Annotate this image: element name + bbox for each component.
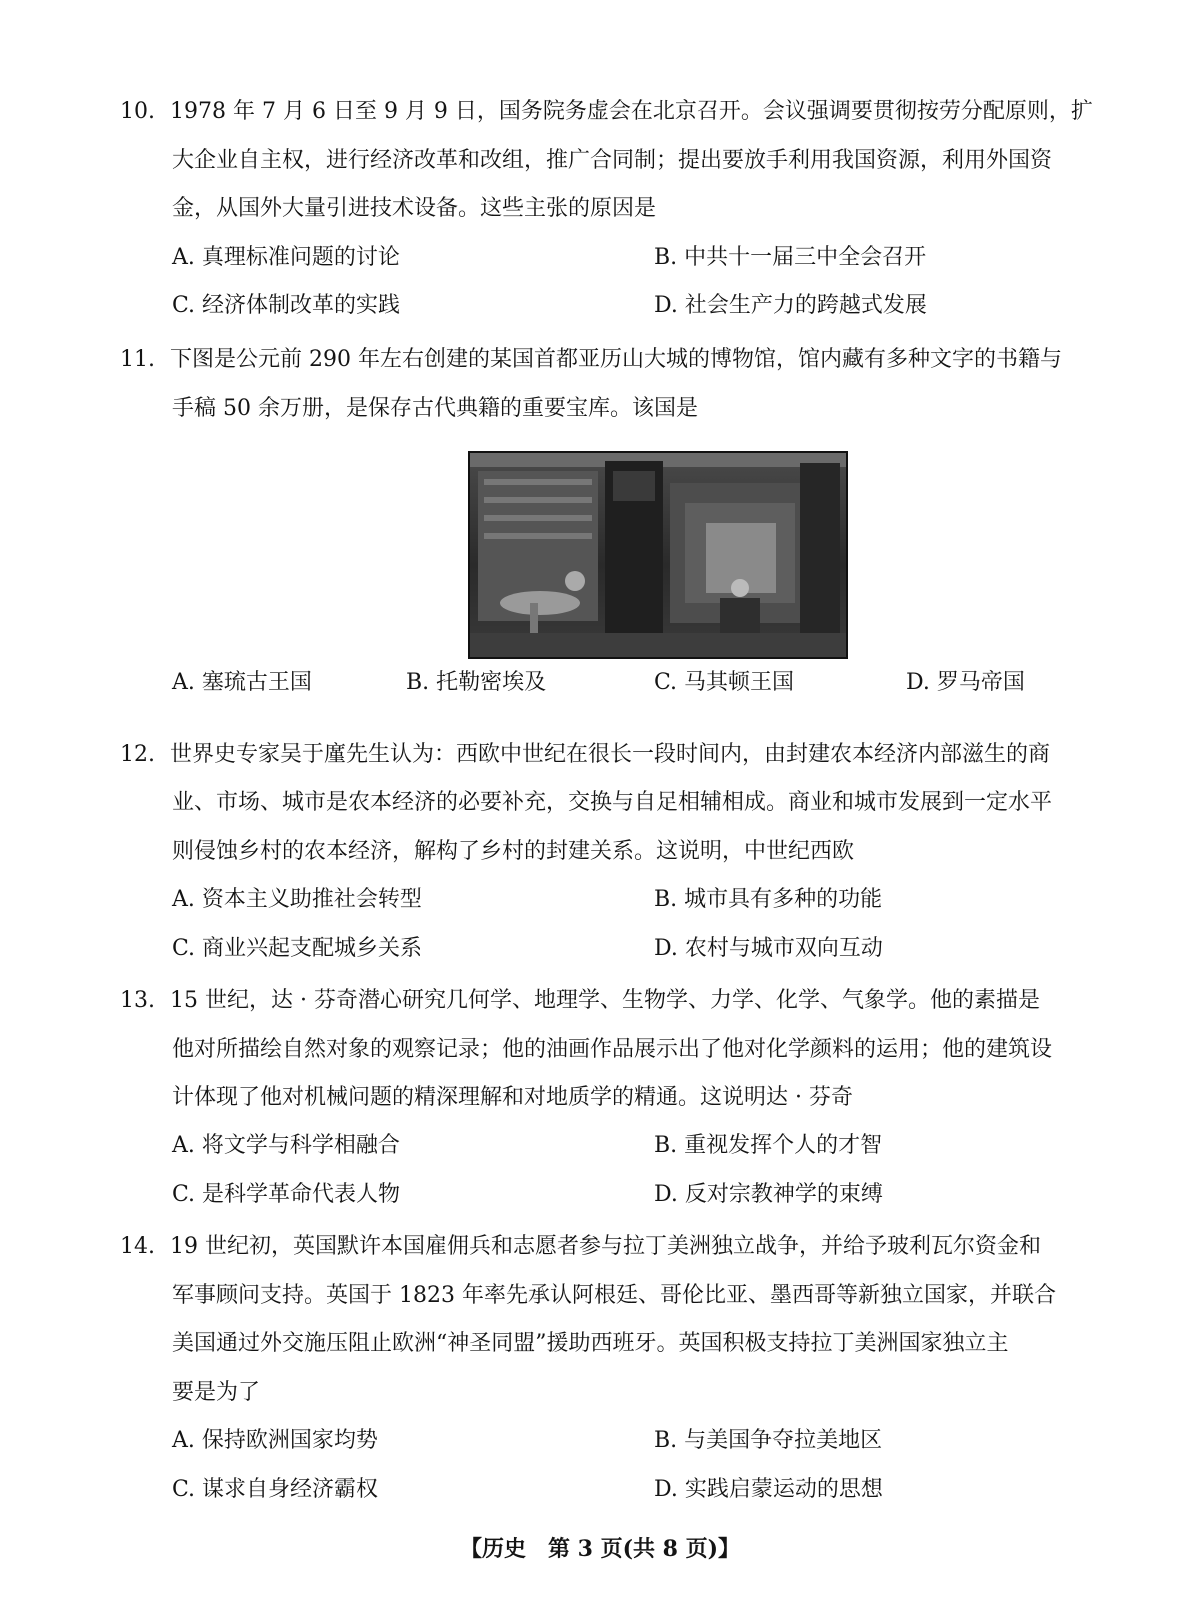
- question-text-line: 下图是公元前 290 年左右创建的某国首都亚历山大城的博物馆，馆内藏有多种文字的书籍与: [170, 347, 1062, 372]
- option-a[interactable]: A. 真理标准问题的讨论: [172, 245, 400, 270]
- option-c[interactable]: C. 马其顿王国: [654, 670, 795, 695]
- option-c[interactable]: C. 商业兴起支配城乡关系: [172, 936, 423, 961]
- question-text-line: 19 世纪初，英国默许本国雇佣兵和志愿者参与拉丁美洲独立战争，并给予玻利瓦尔资金和: [170, 1234, 1041, 1259]
- option-b[interactable]: B. 与美国争夺拉美地区: [654, 1428, 883, 1453]
- question-text-line: 军事顾问支持。英国于 1823 年率先承认阿根廷、哥伦比亚、墨西哥等新独立国家，并联合: [172, 1283, 1056, 1308]
- option-a[interactable]: A. 将文学与科学相融合: [172, 1133, 400, 1158]
- question-text-line: 美国通过外交施压阻止欧洲“神圣同盟”援助西班牙。英国积极支持拉丁美洲国家独立主: [172, 1331, 1009, 1356]
- option-a[interactable]: A. 塞琉古王国: [172, 670, 312, 695]
- option-b[interactable]: B. 托勒密埃及: [406, 670, 547, 695]
- question-text-line: 15 世纪，达 · 芬奇潜心研究几何学、地理学、生物学、力学、化学、气象学。他的素描是: [170, 988, 1040, 1013]
- option-c[interactable]: C. 是科学革命代表人物: [172, 1182, 401, 1207]
- question-text-line: 大企业自主权，进行经济改革和改组，推广合同制；提出要放手利用我国资源，利用外国资: [172, 148, 1053, 173]
- option-c[interactable]: C. 谋求自身经济霸权: [172, 1477, 379, 1502]
- option-d[interactable]: D. 社会生产力的跨越式发展: [654, 293, 927, 318]
- option-b[interactable]: B. 重视发挥个人的才智: [654, 1133, 883, 1158]
- question-number: 13.: [120, 988, 155, 1013]
- option-a[interactable]: A. 保持欧洲国家均势: [172, 1428, 378, 1453]
- question-text-line: 计体现了他对机械问题的精深理解和对地质学的精通。这说明达 · 芬奇: [172, 1085, 853, 1110]
- question-number: 11.: [120, 347, 155, 372]
- option-c[interactable]: C. 经济体制改革的实践: [172, 293, 401, 318]
- question-text-line: 手稿 50 余万册，是保存古代典籍的重要宝库。该国是: [172, 396, 698, 421]
- question-text-line: 则侵蚀乡村的农本经济，解构了乡村的封建关系。这说明，中世纪西欧: [172, 839, 855, 864]
- option-b[interactable]: B. 城市具有多种的功能: [654, 887, 883, 912]
- question-text-line: 金，从国外大量引进技术设备。这些主张的原因是: [172, 196, 657, 221]
- option-d[interactable]: D. 罗马帝国: [906, 670, 1025, 695]
- option-d[interactable]: D. 反对宗教神学的束缚: [654, 1182, 883, 1207]
- question-text-line: 他对所描绘自然对象的观察记录；他的油画作品展示出了他对化学颜料的运用；他的建筑设: [172, 1037, 1053, 1062]
- question-number: 10.: [120, 99, 155, 124]
- option-a[interactable]: A. 资本主义助推社会转型: [172, 887, 422, 912]
- question-text-line: 世界史专家吴于廑先生认为：西欧中世纪在很长一段时间内，由封建农本经济内部滋生的商: [170, 742, 1051, 767]
- question-text-line: 要是为了: [172, 1380, 261, 1405]
- question-number: 14.: [120, 1234, 155, 1259]
- question-text-line: 1978 年 7 月 6 日至 9 月 9 日，国务院务虚会在北京召开。会议强调要贯彻按劳分配原则，扩: [170, 99, 1093, 124]
- page-footer: 【历史 第 3 页(共 8 页)】: [459, 1536, 741, 1562]
- museum-photo: [468, 451, 848, 659]
- option-d[interactable]: D. 农村与城市双向互动: [654, 936, 883, 961]
- question-number: 12.: [120, 742, 155, 767]
- option-d[interactable]: D. 实践启蒙运动的思想: [654, 1477, 883, 1502]
- option-b[interactable]: B. 中共十一届三中全会召开: [654, 245, 927, 270]
- question-text-line: 业、市场、城市是农本经济的必要补充，交换与自足相辅相成。商业和城市发展到一定水平: [172, 790, 1053, 815]
